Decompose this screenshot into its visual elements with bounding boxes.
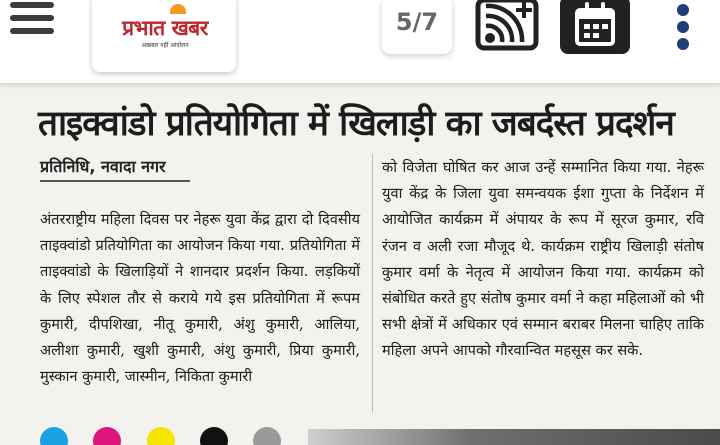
article-headline: ताइक्वांडो प्रतियोगिता में खिलाड़ी का जबर्दस्त प्रदर्शन xyxy=(38,104,674,144)
epaper-clipping[interactable] xyxy=(0,84,720,445)
article-column-right: को विजेता घोषित कर आज उन्हें सम्मानित किया गया. नेहरू युवा केंद्र के जिला युवा समन्वयक ईशा गुप्ता के निर्देशन में आयोजित कार्यक्रम में अंपायर के रूप में सूरज कुमार, रवि रंजन व अली रजा मौजूद थे. कार्यक्रम राष्ट्रीय खिलाड़ी संतोष कुमार वर्मा के नेतृत्व में आयोजन किया गया. कार्यक्रम को संबोधित करते हुए संतोष कुमार वर्मा ने कहा महिलाओं को भी सभी क्षेत्रों में अधिकार एवं सम्मान बराबर मिलना चाहिए ताकि महिला अपने आपको गौरवान्वित महसूस कर सके. xyxy=(382,159,704,360)
logo-tagline: अखबार नहीं आंदोलन xyxy=(141,42,189,49)
column-divider xyxy=(372,154,373,412)
kebab-dot xyxy=(677,38,689,50)
menu-line xyxy=(10,28,54,34)
registration-dot-yellow xyxy=(147,427,175,445)
more-vertical-icon[interactable] xyxy=(673,4,693,50)
print-registration-marks xyxy=(38,427,298,445)
registration-dot-magenta xyxy=(93,427,121,445)
logo-sun-icon xyxy=(170,4,186,14)
registration-dot-grey xyxy=(253,427,281,445)
page-indicator[interactable]: 5/7 xyxy=(382,0,452,54)
article-byline: प्रतिनिधि, नवादा नगर xyxy=(40,152,190,182)
kebab-dot xyxy=(677,4,689,16)
prabhat-khabar-logo[interactable] xyxy=(92,0,236,72)
logo-text: प्रभात खबर xyxy=(122,16,208,40)
menu-line xyxy=(10,15,54,21)
hamburger-menu-icon[interactable] xyxy=(10,0,56,40)
app-bar xyxy=(0,0,720,84)
registration-dot-black xyxy=(200,427,228,445)
kebab-dot xyxy=(677,21,689,33)
next-clipping-edge xyxy=(308,429,720,445)
calendar-icon[interactable] xyxy=(560,0,630,54)
menu-line xyxy=(10,2,54,8)
registration-dot-cyan xyxy=(40,427,68,445)
epaper-cast-icon[interactable] xyxy=(474,0,540,52)
article-column-left: अंतरराष्ट्रीय महिला दिवस पर नेहरू युवा केंद्र द्वारा दो दिवसीय ताइक्वांडो प्रतियोगिता का आयोजन किया गया. प्रतियोगिता में ताइक्वांडो के खिलाड़ियों ने शानदार प्रदर्शन किया. लड़कियों के लिए स्पेशल तौर से कराये गये इस प्रतियोगिता में रूपम कुमारी, दीपशिखा, नीतू कुमारी, अंशु कुमारी, आलिया, अलीशा कुमारी, खुशी कुमारी, अंशु कुमारी, प्रिया कुमारी, मुस्कान कुमारी, जास्मीन, निकिता कुमारी xyxy=(40,211,360,386)
